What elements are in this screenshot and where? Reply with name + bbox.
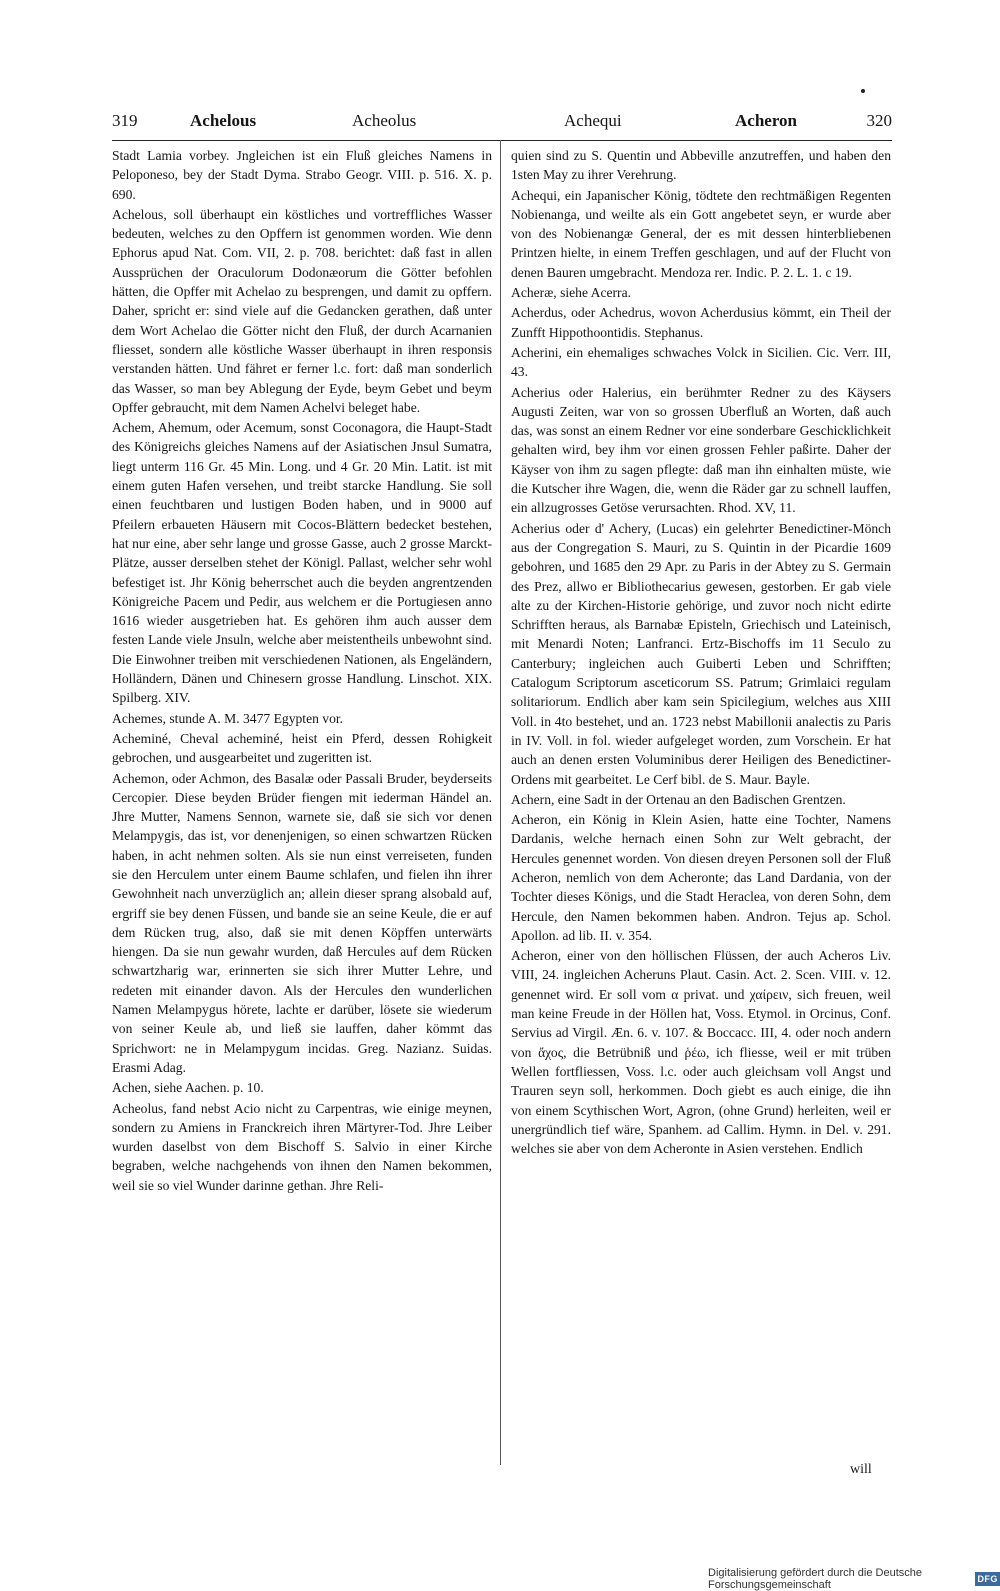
- entry-paragraph: Acheolus, fand nebst Acio nicht zu Carpentras, wie einige meynen, sondern zu Amiens in Franckreich ihren Märtyrer-Tod. Jhre Leiber wurden daselbst von dem Bischoff S. Salvio in einer Kirche begraben, welche nachgehends von ihnen den Namen bekommen, weil sie so viel Wunder darinne gethan. Jhre Reli-: [112, 1100, 492, 1193]
- entry-paragraph: Achern, eine Sadt in der Ortenau an den Badischen Grentzen.: [511, 791, 846, 807]
- left-column: [112, 146, 492, 1195]
- guide-word-1: Achelous: [190, 111, 257, 130]
- funding-credit: Digitalisierung gefördert durch die Deutsche Forschungsgemeinschaft: [708, 1567, 923, 1591]
- entry-paragraph: Achequi, ein Japanischer König, tödtete den rechtmäßigen Regenten Nobienanga, und weilte als ein Gott angebetet seyn, er wurde aber von des Nobienangæ General, der es mit dessen hinterbliebenen Printzen hielte, in einem Treffen geschlagen, und auf der Flucht von denen Bauren umgebracht. Mendoza rer. Indic. P. 2. L. 1. c 19.: [511, 187, 891, 280]
- dfg-logo-icon: DFG: [975, 1572, 1000, 1586]
- entry-paragraph: Achemon, oder Achmon, des Basalæ oder Passali Bruder, beyderseits Cercopier. Diese beyden Brüder fiengen mit iederman Händel an. Jhre Mutter, Namens Sennon, warnete sie, daß sie sich vor denen Melampygis, das ist, vor denenjenigen, so einen schwartzen Rücken haben, in acht nehmen solten. Als sie nun einst verreiseten, funden sie den Herculem unter einem Baume schlafen, und fielen ihn ihrer Gewohnheit nach unverzüglich an; allein dieser sprang alsobald auf, ergriff sie bey denen Füssen, und bande sie an seine Keule, die er auf dem Rücken trug, also, daß sie mit denen Köpffen unterwärts hiengen. Da sie nun gewahr wurden, daß Hercules auf dem Rücken schwartzharig war, erinnerten sie sich ihrer Mutter Lehre, und redeten mit einander davon. Als der Hercules den wunderlichen Namen Melampygus hörete, lachte er darüber, lösete sie wiederum von seiner Keule ab, und ließ sie lauffen, daher kömmt das Sprichwort: ne in Melampygum incidas. Greg. Nazianz. Suidas. Erasmi Adag.: [112, 770, 492, 1075]
- entry-paragraph: Stadt Lamia vorbey. Jngleichen ist ein Fluß gleiches Namens in Peloponeso, bey der Stadt Dyma. Strabo Geogr. VIII. p. 516. X. p. 690.: [112, 148, 492, 202]
- guide-word-2: Acheolus: [352, 111, 417, 130]
- right-column: [511, 146, 891, 1158]
- ink-speck: [861, 89, 865, 93]
- guide-word-4: Acheron: [735, 111, 798, 130]
- entry-paragraph: Acherdus, oder Achedrus, wovon Acherdusius kömmt, ein Theil der Zunfft Hippothoontidis. Stephanus.: [511, 305, 891, 340]
- entry-paragraph: Achemes, stunde A. M. 3477 Egypten vor.: [112, 710, 344, 726]
- entry-paragraph: quien sind zu S. Quentin und Abbeville anzutreffen, und haben den 1sten May zu ihrer Verehrung.: [511, 148, 891, 183]
- page-number-left: 319: [112, 111, 138, 130]
- entry-paragraph: Acheræ, siehe Acerra.: [511, 285, 632, 301]
- entry-paragraph: Achem, Ahemum, oder Acemum, sonst Coconagora, die Haupt-Stadt des Königreichs gleiches Namens auf der Asiatischen Jnsul Sumatra, liegt unterm 116 Gr. 45 Min. Long. und 4 Gr. 20 Min. Latit. ist mit einem guten Hafen versehen, und treibt starcke Handlung. Sie soll einen feuchtbaren und lustigen Boden haben, und in 9000 auf Pfeilern erbaueten Häusern mit Cocos-Blättern bedecket bestehen, hat nur eine, aber sehr lange und grosse Gasse, auch 2 grosse Marckt-Plätze, ausser derselben stehet der Königl. Pallast, welcher sehr wohl befestiget ist. Jhr König beherrschet auch die beyden angrentzenden Königreiche Pacem und Pedir, aus welchem er die Portugiesen anno 1616 wieder ausgetrieben hat. Es gehören ihm auch ausser dem festen Lande viele Jnsuln, welche aber meistentheils unbewohnt sind. Die Einwohner treiben mit verschiedenen Nationen, als Engeländern, Holländern, Dänen und Chinesern grosse Handlung. Linschot. XIX. Spilberg. XIV.: [112, 420, 492, 706]
- column-divider: [500, 140, 501, 1465]
- catchword: will: [850, 1462, 872, 1477]
- page-number-right: 320: [866, 111, 892, 130]
- entry-paragraph: Acheron, einer von den höllischen Flüssen, der auch Acheros Liv. VIII, 24. ingleichen Acheruns Plaut. Casin. Act. 2. Scen. VIII. v. 12. genennet wird. Er soll vom α privat. und χαίρειν, sich freuen, weil man keine Freude in der Höllen hat, Voss. Etymol. in Orcinus, Conf. Servius ad Virgil. Æn. 6. v. 107. & Boccacc. III, 4. oder noch andern von ἄχος, die Betrübniß und ῥέω, ich fliesse, weil er mit trüben Wellen fortfliessen, Voss. l.c. oder auch gleichsam voll Angst und Trauren seyn soll, herkommen. Doch giebt es auch einige, die ihn von einem Scythischen Wort, Agron, (ohne Grund) herleiten, weil er unergründlich tief wäre, Spanhem. ad Callim. Hymn. in Del. v. 291. welches sie aber von dem Acheronte in Asien verstehen. Endlich: [511, 948, 891, 1157]
- entry-paragraph: Acheron, ein König in Klein Asien, hatte eine Tochter, Namens Dardanis, welche hernach einen Sohn zur Welt gebracht, der Hercules genennet worden. Von diesen dreyen Personen soll der Fluß Acheron, nemlich von dem Acheronte; das Land Dardania, von der Tochter dieses Königs, und die Stadt Heraclea, von deren Sohn, dem Hercule, den Namen bekommen haben. Andron. Tejus ap. Schol. Apollon. ad lib. II. v. 354.: [511, 812, 891, 943]
- entry-paragraph: Achelous, soll überhaupt ein köstliches und vortreffliches Wasser bedeuten, welches zu den Opffern ist genommen worden. Wie denn Ephorus apud Nat. Com. VII, 2. p. 708. berichtet: daß fast in allen Aussprüchen der Oraculorum Dodonæorum die Götter befohlen hätten, die Opffer mit Achelao zu besprengen, und damit zu opffern. Daher, spricht er: sind viele auf die Gedancken gerathen, daß unter dem Wort Achelao die Götter nicht den Fluß, der durch Acarnanien fliesset, sondern alle köstliche Wasser überhaupt in ihren responsis verstanden hätten. Und fähret er ferner l.c. fort: daß man sonderlich das Wasser, so man bey Ablegung der Eyde, beym Gebet und beym Opffer gebraucht, mit dem Namen Achelvi beleget habe.: [112, 206, 492, 415]
- entry-paragraph: Achen, siehe Aachen. p. 10.: [112, 1080, 264, 1096]
- entry-paragraph: Acherius oder Halerius, ein berühmter Redner zu des Käysers Augusti Zeiten, war von so grossen Uberfluß an Worten, daß auch das, was sonst an einem Redner vor eine sonderbare Geschicklichkeit gehalten wird, bey ihm vor einen grossen Fehler paßirte. Daher der Käyser von ihm zu sagen pflegte: daß man ihn einhalten müste, wie die Kutscher ihre Wagen, die, wenn die Räder gar zu schnell lauffen, ein allzugrosses Getöse verursachten. Rhod. XV, 11.: [511, 384, 891, 516]
- entry-paragraph: Acheminé, Cheval acheminé, heist ein Pferd, dessen Rohigkeit gebrochen, und ausgearbeitet und zugeritten ist.: [112, 730, 492, 766]
- header-rule: [112, 140, 892, 141]
- entry-paragraph: Acherini, ein ehemaliges schwaches Volck in Sicilien. Cic. Verr. III, 43.: [511, 344, 891, 380]
- entry-paragraph: Acherius oder d' Achery, (Lucas) ein gelehrter Benedictiner-Mönch aus der Congregation S. Mauri, zu S. Quintin in der Picardie 1609 gebohren, und 1685 den 29 Apr. zu Paris in der Abtey zu S. Germain des Prez, allwo er Bibliothecarius gewesen, gestorben. Er gab viele alte zu der Kirchen-Historie gehörige, und zuvor noch nicht edirte Schrifften heraus, als Barnabæ Episteln, Griechisch und Lateinisch, mit Menardi Noten; Lanfranci. Ertz-Bischoffs im 11 Seculo zu Canterbury; ingleichen auch Guiberti Leben und Schrifften; Catalogum Scriptorum asceticorum SS. Patrum; Grimlaici regulam solitariorum. Endlich aber kam sein Spicilegium, welches aus XIII Voll. in 4to bestehet, und an. 1723 nebst Mabillonii analectis zu Paris in IV. Voll. in fol. wieder aufgeleget worden, zum Vorschein. Er hat auch an denen ersten Voluminibus derer Heiligen des Benedictiner-Ordens mit gearbeitet. Le Cerf bibl. de S. Maur. Bayle.: [511, 520, 891, 787]
- digitization-footer: [708, 1567, 1000, 1591]
- running-header: [112, 111, 892, 139]
- guide-word-3: Achequi: [564, 111, 622, 130]
